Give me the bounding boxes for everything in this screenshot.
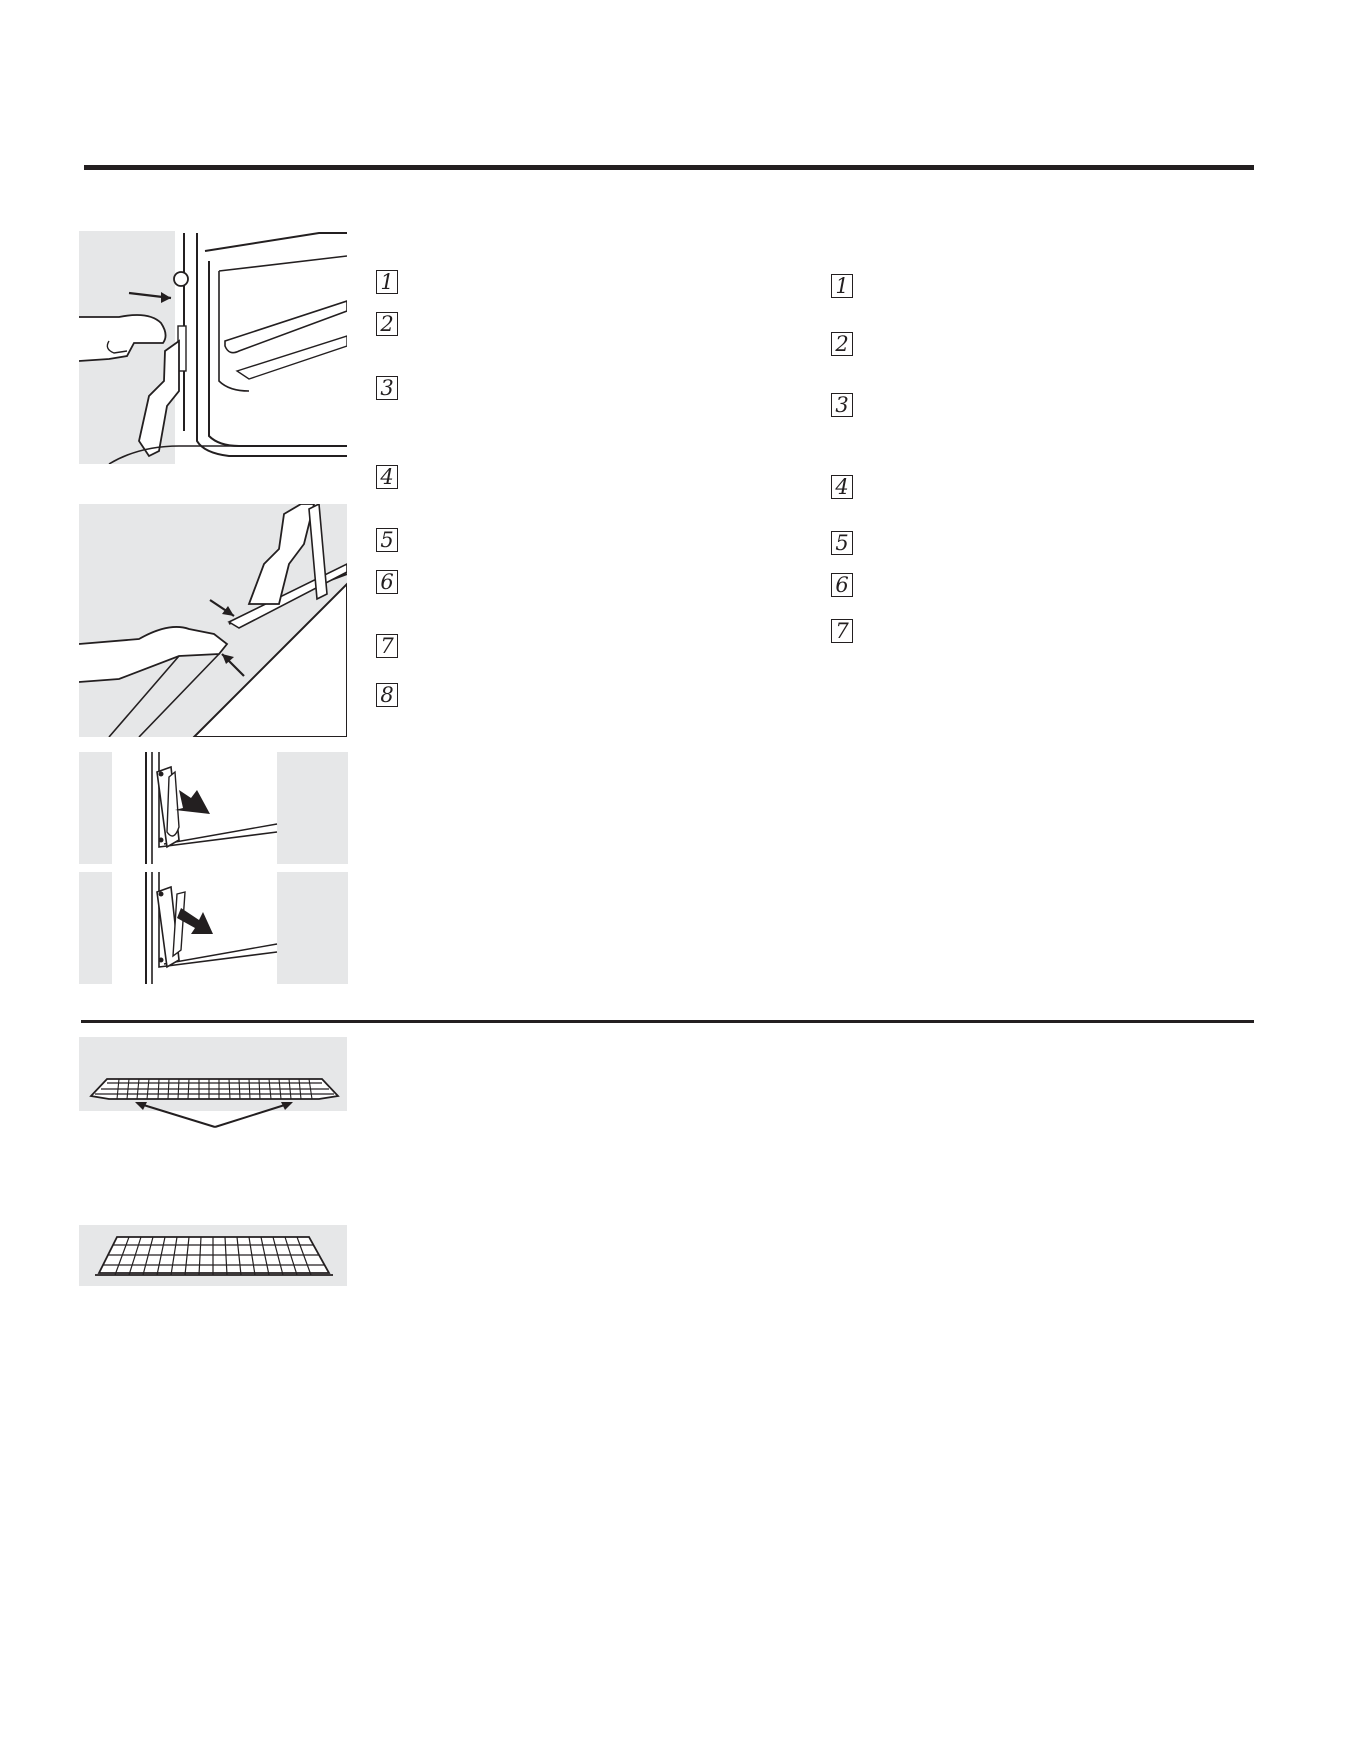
left-step-2: 2: [376, 312, 398, 336]
left-step-8: 8: [376, 683, 398, 707]
left-step-1: 1: [376, 270, 398, 294]
right-step-3: 3: [831, 393, 853, 417]
right-step-7: 7: [831, 619, 853, 643]
left-step-5: 5: [376, 528, 398, 552]
left-step-6: 6: [376, 570, 398, 594]
section-divider-middle: [81, 1020, 1254, 1023]
left-step-7: 7: [376, 634, 398, 658]
right-step-4: 4: [831, 475, 853, 499]
right-step-2: 2: [831, 332, 853, 356]
hinge-lock-close-illustration: [79, 752, 348, 864]
right-step-6: 6: [831, 573, 853, 597]
section-divider-top: [84, 165, 1254, 170]
left-step-3: 3: [376, 376, 398, 400]
door-slide-removal-illustration: [79, 504, 347, 737]
right-step-5: 5: [831, 531, 853, 555]
flat-rack-illustration: [79, 1037, 347, 1131]
wire-rack-illustration: [79, 1225, 347, 1286]
hinge-lock-open-illustration: [79, 872, 348, 984]
door-hinge-lock-illustration: [79, 231, 347, 464]
right-step-1: 1: [831, 274, 853, 298]
left-step-4: 4: [376, 465, 398, 489]
